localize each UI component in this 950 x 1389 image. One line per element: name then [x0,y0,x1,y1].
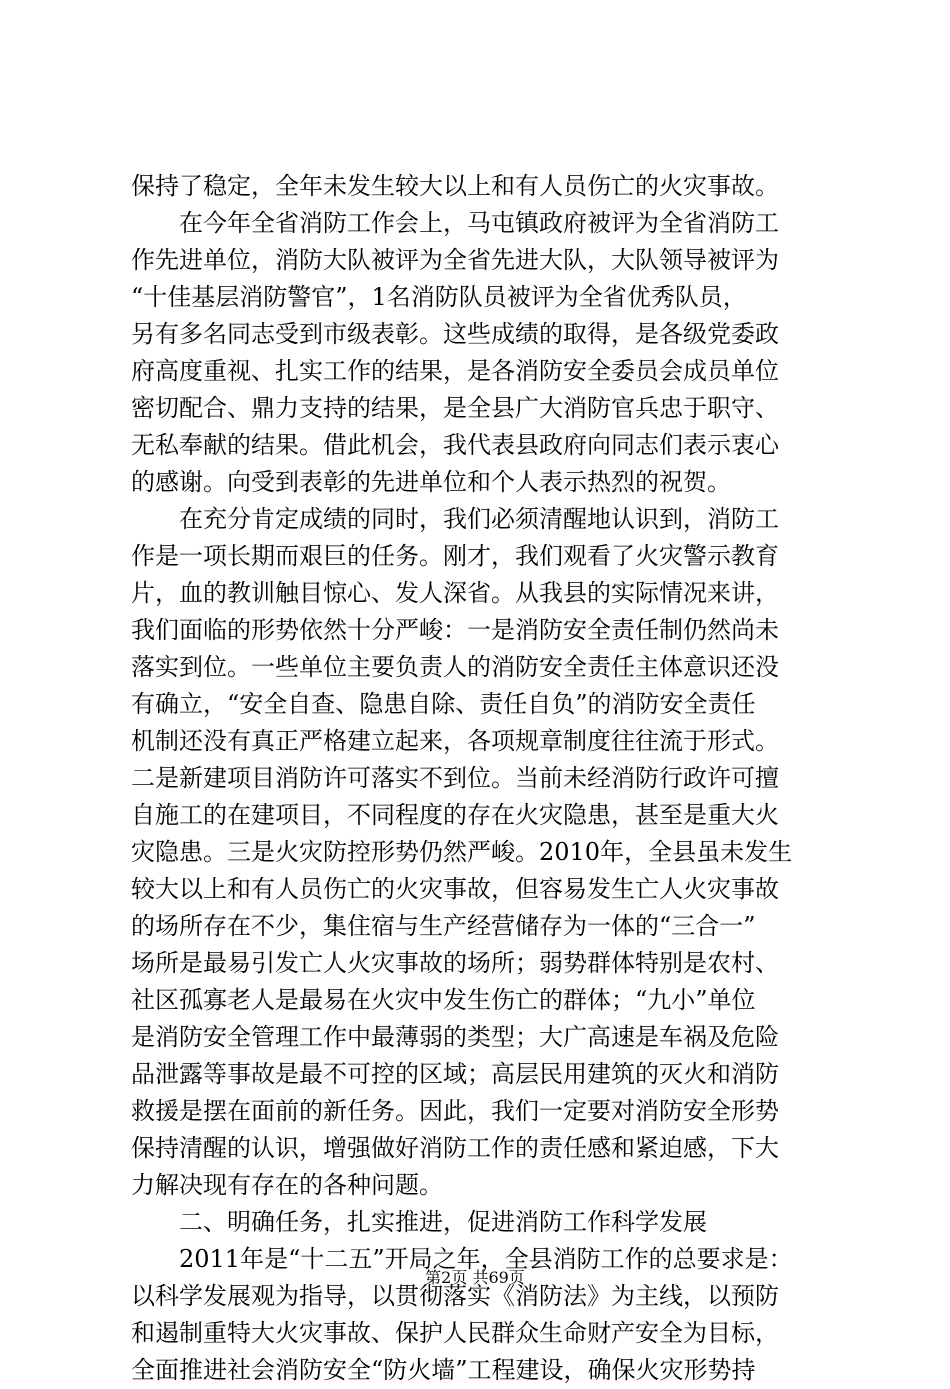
text-line: “十佳基层消防警官”，1名消防队员被评为全省优秀队员， [131,283,747,311]
text-line: 在今年全省消防工作会上，马屯镇政府被评为全省消防工 [179,209,779,237]
text-line: 自施工的在建项目，不同程度的存在火灾隐患，甚至是重大火 [131,801,779,829]
text-line: 救援是摆在面前的新任务。因此，我们一定要对消防安全形势 [131,1097,779,1125]
text-line: 灾隐患。三是火灾防控形势仍然严峻。2010年，全县虽未发生 [131,838,793,866]
text-line: 力解决现有存在的各种问题。 [131,1171,443,1199]
text-line: 另有多名同志受到市级表彰。这些成绩的取得，是各级党委政 [131,320,779,348]
text-line: 较大以上和有人员伤亡的火灾事故，但容易发生亡人火灾事故 [131,875,779,903]
text-line: 的场所存在不少，集住宿与生产经营储存为一体的“三合一” [131,912,756,940]
text-line: 落实到位。一些单位主要负责人的消防安全责任主体意识还没 [131,653,779,681]
text-line: 保持清醒的认识，增强做好消防工作的责任感和紧迫感，下大 [131,1134,779,1162]
text-line: 全面推进社会消防安全“防火墙”工程建设，确保火灾形势持 [131,1356,756,1384]
text-line: 在充分肯定成绩的同时，我们必须清醒地认识到，消防工 [179,505,779,533]
text-line: 机制还没有真正严格建立起来，各项规章制度往往流于形式。 [131,727,779,755]
text-line: 府高度重视、扎实工作的结果，是各消防安全委员会成员单位 [131,357,779,385]
page-number-footer: 第2页 共69页 [425,1268,525,1287]
text-line: 场所是最易引发亡人火灾事故的场所；弱势群体特别是农村、 [131,949,779,977]
text-line: 作先进单位，消防大队被评为全省先进大队，大队领导被评为 [131,246,779,274]
text-line: 品泄露等事故是最不可控的区域；高层民用建筑的灭火和消防 [131,1060,779,1088]
text-line: 作是一项长期而艰巨的任务。刚才，我们观看了火灾警示教育 [131,542,779,570]
text-line: 2011年是“十二五”开局之年，全县消防工作的总要求是： [179,1245,793,1273]
text-line: 和遏制重特大火灾事故、保护人民群众生命财产安全为目标， [131,1319,779,1347]
text-line: 社区孤寡老人是最易在火灾中发生伤亡的群体；“九小”单位 [131,986,756,1014]
text-line: 无私奉献的结果。借此机会，我代表县政府向同志们表示衷心 [131,431,779,459]
document-body [131,168,831,1389]
text-line: 保持了稳定，全年未发生较大以上和有人员伤亡的火灾事故。 [131,172,779,200]
text-line: 以科学发展观为指导，以贯彻落实《消防法》为主线，以预防 [131,1282,779,1310]
text-line: 有确立，“安全自查、隐患自除、责任自负”的消防安全责任 [131,690,756,718]
text-line: 二是新建项目消防许可落实不到位。当前未经消防行政许可擅 [131,764,779,792]
text-line: 是消防安全管理工作中最薄弱的类型；大广高速是车祸及危险 [131,1023,779,1051]
text-line: 二、明确任务，扎实推进，促进消防工作科学发展 [179,1208,707,1236]
text-line: 我们面临的形势依然十分严峻：一是消防安全责任制仍然尚未 [131,616,779,644]
text-line: 的感谢。向受到表彰的先进单位和个人表示热烈的祝贺。 [131,468,731,496]
text-line: 片，血的教训触目惊心、发人深省。从我县的实际情况来讲， [131,579,779,607]
text-line: 密切配合、鼎力支持的结果，是全县广大消防官兵忠于职守、 [131,394,779,422]
